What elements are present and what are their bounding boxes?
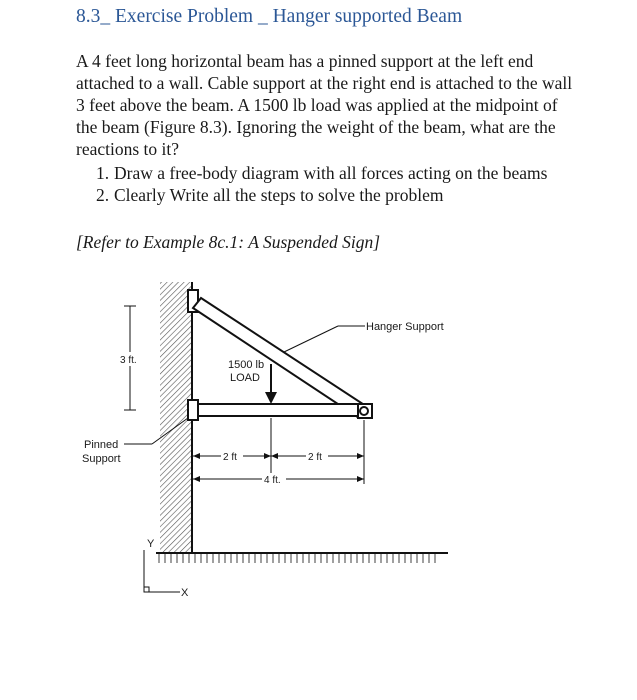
pinned-label-line1: Pinned <box>84 439 119 451</box>
pinned-label-line2: Support <box>82 453 121 465</box>
half-dim-arrow-right <box>357 453 364 459</box>
task-text-1: Draw a free-body diagram with all forces acting on the beams <box>114 163 548 183</box>
problem-statement: A 4 feet long horizontal beam has a pinned support at the left end attached to a wall. Cable support at the right end is attached to the wall 3 feet above the beam. A 1500 lb load was applied at the midpoint of the beam (Figure 8.3). Ignoring the weight of the beam, what are the reactions to it? <box>76 51 573 159</box>
task-number-1: 1. <box>96 163 110 183</box>
task-item-1 <box>96 162 556 184</box>
right-end-pin <box>360 407 368 415</box>
half-dim-arrow-mid-right <box>271 453 278 459</box>
load-arrow-head <box>265 392 277 404</box>
hanger-support-label: Hanger Support <box>366 321 444 333</box>
task-item-2 <box>96 184 556 206</box>
pinned-bracket <box>188 400 198 420</box>
task-number-2: 2. <box>96 185 110 205</box>
task-text-2: Clearly Write all the steps to solve the problem <box>114 185 444 205</box>
axis-origin-marker <box>144 587 149 592</box>
load-label-line1: 1500 lb <box>228 359 265 371</box>
load-label-line2: LOAD <box>230 372 260 384</box>
left-half-label: 2 ft <box>223 452 237 463</box>
y-axis-label: Y <box>147 538 155 550</box>
half-dim-arrow-mid-left <box>264 453 271 459</box>
total-dim-arrow-right <box>357 476 364 482</box>
total-length-label: 4 ft. <box>264 475 281 486</box>
half-dim-arrow-left <box>193 453 200 459</box>
beam <box>193 404 369 416</box>
right-half-label: 2 ft <box>308 452 322 463</box>
beam-figure <box>60 270 460 605</box>
problem-title: 8.3_ Exercise Problem _ Hanger supported Beam <box>76 6 463 27</box>
height-label: 3 ft. <box>120 355 137 366</box>
hanger-support-rod <box>193 298 369 418</box>
ground-hatching <box>156 553 440 563</box>
ground <box>156 553 448 563</box>
hanger-leader-line <box>284 326 338 352</box>
task-list <box>96 162 556 206</box>
total-dim-arrow-left <box>193 476 200 482</box>
reference-note: [Refer to Example 8c.1: A Suspended Sign] <box>76 232 381 252</box>
x-axis-label: X <box>181 587 189 599</box>
